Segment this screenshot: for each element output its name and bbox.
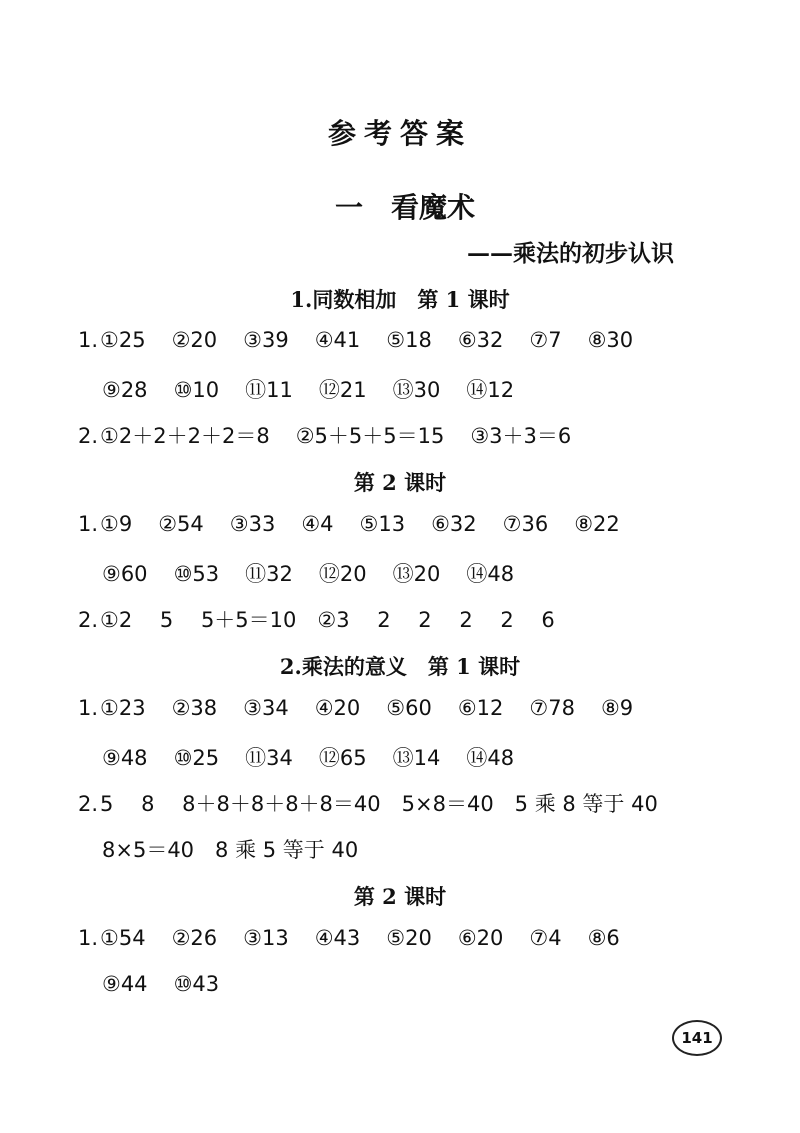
answer-line [102,742,540,772]
answer-item: ⑧9 [600,696,634,720]
section-heading: 1.同数相加 第 1 课时 [290,287,510,312]
answer-text: 5 8 8＋8＋8＋8＋8＝40 5×8＝40 5 乘 8 等于 40 [100,792,658,816]
answer-item: ③39 [243,328,289,352]
section-heading: 第 2 课时 [353,884,447,909]
answer-item: ③34 [243,696,289,720]
answer-item: ⑬30 [392,378,441,402]
answer-line [102,834,358,864]
answer-item: ②26 [171,926,218,950]
answer-item: ③3＋3＝6 [470,424,572,448]
answer-item: ⑥32 [431,512,477,536]
answer-item: ⑧22 [574,512,620,536]
question-number: 2. [78,608,99,632]
page-number: 141 [681,1029,713,1047]
answer-item: ⑩43 [173,972,220,996]
answer-item: ③13 [243,926,289,950]
answer-item: ⑬14 [392,746,441,770]
answer-item: ⑨44 [102,972,148,996]
question-number: 1. [78,512,99,536]
answer-item: ④43 [314,926,361,950]
answer-line [102,558,540,588]
answer-item: ⑩25 [173,746,220,770]
answer-item: ①2＋2＋2＋2＝8 [100,424,270,448]
answer-text: 8×5＝40 8 乘 5 等于 40 [102,838,359,862]
answer-item: ⑫65 [318,746,367,770]
answer-item: ⑤20 [386,926,432,950]
answer-item: ③33 [229,512,276,536]
answer-item: ②20 [171,328,218,352]
answer-item: ⑩10 [173,378,220,402]
page-number-badge [672,1020,722,1056]
answer-item: ⑫20 [318,562,367,586]
answer-item: ⑦7 [529,328,562,352]
question-number: 1. [78,696,99,720]
answer-item: ④4 [301,512,334,536]
answer-item: ⑨28 [102,378,148,402]
answer-line [78,788,658,818]
unit-title: 一 看魔术 [335,191,476,224]
answer-line [78,604,555,634]
page-title: 参考答案 [327,117,472,150]
answer-line [102,972,245,996]
answer-item: ⑬20 [392,562,441,586]
answer-item: ⑤13 [359,512,406,536]
answer-item: ⑦4 [529,926,562,950]
question-number: 2. [78,792,99,816]
answer-item: ⑧6 [587,926,620,950]
answer-item: ⑨60 [102,562,148,586]
section-heading: 2.乘法的意义 第 1 课时 [279,654,521,679]
answer-item: ④41 [314,328,361,352]
answer-item: ⑤18 [386,328,432,352]
answer-item: ⑫21 [318,378,367,402]
section-heading: 第 2 课时 [353,470,447,495]
answer-item: ②54 [158,512,204,536]
answer-item: ⑥12 [457,696,504,720]
answer-item: ⑭48 [466,562,515,586]
answer-line [78,926,646,950]
answer-text: ①2 5 5＋5＝10 ②3 2 2 2 2 6 [100,608,555,632]
answer-item: ⑩53 [173,562,220,586]
unit-subtitle: ——乘法的初步认识 [467,240,674,267]
answer-item: ②38 [171,696,218,720]
answer-item: ⑧30 [587,328,634,352]
answer-line [78,420,597,450]
answer-item: ⑪34 [245,746,293,770]
answer-item: ④20 [314,696,361,720]
answer-item: ⑪11 [245,378,293,402]
answer-item: ⑥32 [457,328,504,352]
question-number: 1. [78,328,99,352]
answer-item: ①23 [100,696,146,720]
answer-item: ②5＋5＋5＝15 [295,424,445,448]
answer-item: ⑭12 [466,378,515,402]
question-number: 2. [78,424,99,448]
answer-item: ⑭48 [466,746,515,770]
answer-item: ①9 [100,512,133,536]
answer-item: ⑦78 [529,696,575,720]
answer-item: ①54 [100,926,146,950]
answer-item: ⑪32 [245,562,293,586]
answer-item: ⑤60 [386,696,432,720]
answer-item: ⑦36 [502,512,549,536]
answer-line [78,696,659,720]
answer-item: ①25 [100,328,146,352]
answer-line [78,328,659,352]
answer-line [78,512,646,536]
answer-item: ⑨48 [102,746,148,770]
answer-line [102,374,540,404]
question-number: 1. [78,926,99,950]
answer-item: ⑥20 [457,926,504,950]
